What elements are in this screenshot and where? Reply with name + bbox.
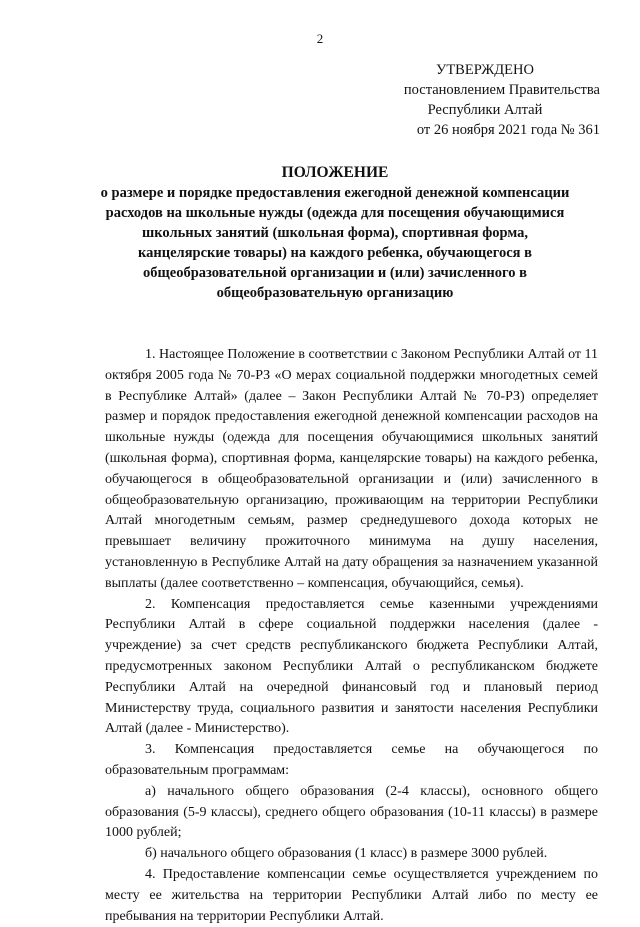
approval-block (370, 60, 600, 140)
page-number: 2 (316, 31, 324, 46)
approval-line: Республики Алтай (427, 102, 543, 118)
paragraph: б) начального общего образования (1 класс) в размере 3000 рублей. (145, 846, 548, 862)
paragraph: 3. Компенсация предоставляется семье на обучающегося по образовательным программам: (105, 742, 598, 778)
document-title-block (95, 163, 575, 303)
paragraph: 2. Компенсация предоставляется семье казенными учреждениями Республики Алтай в сфере социальной поддержки населения (далее - учреждение) за счет средств республиканского бюджета Республики Алтай, предусмотренных законом Республики Алтай о республиканском бюджете Республики Алтай на очередной финансовый год и плановый период Министерству труда, социального развития и занятости населения Республики Алтай (далее - Министерство). (105, 596, 598, 737)
approval-line: от 26 ноября 2021 года № 361 (416, 122, 600, 138)
approval-line: постановлением Правительства (403, 82, 600, 98)
document-title: ПОЛОЖЕНИЕ (281, 164, 389, 181)
approval-heading: УТВЕРЖДЕНО (436, 62, 534, 78)
paragraph: 1. Настоящее Положение в соответствии с Законом Республики Алтай от 11 октября 2005 года № 70-РЗ «О мерах социальной поддержки многодетных семей в Республике Алтай» (далее – Закон Республики Алтай № 70-РЗ) определяет размер и порядок предоставления ежегодной денежной компенсации расходов на школьные нужды (одежда для посещения обучающимися школьных занятий (школьная форма), спортивная форма, канцелярские товары) на каждого ребенка, обучающегося в общеобразовательной организации и (или) зачисленного в общеобразовательную организацию, проживающим на территории Республики Алтай многодетным семьям, размер среднедушевого дохода которых не превышает величину прожиточного минимума на душу населения, установленную в Республике Алтай на дату обращения за назначением указанной выплаты (далее соответственно – компенсация, обучающийся, семья). (105, 347, 598, 591)
paragraph: 4. Предоставление компенсации семье осуществляется учреждением по месту ее жительства на территории Республики Алтай либо по месту ее пребывания на территории Республики Алтай. (105, 866, 598, 924)
document-subtitle: о размере и порядке предоставления ежегодной денежной компенсации расходов на школьные нужды (одежда для посещения обучающимися школьных занятий (школьная форма), спортивная форма, канцелярские товары) на каждого ребенка, обучающегося в общеобразовательной организации и (или) зачисленного в общеобразовательную организацию (100, 185, 570, 301)
document-body (105, 345, 598, 927)
paragraph: а) начального общего образования (2-4 классы), основного общего образования (5-9 классы), среднего общего образования (10-11 классы) в размере 1000 рублей; (105, 783, 598, 841)
